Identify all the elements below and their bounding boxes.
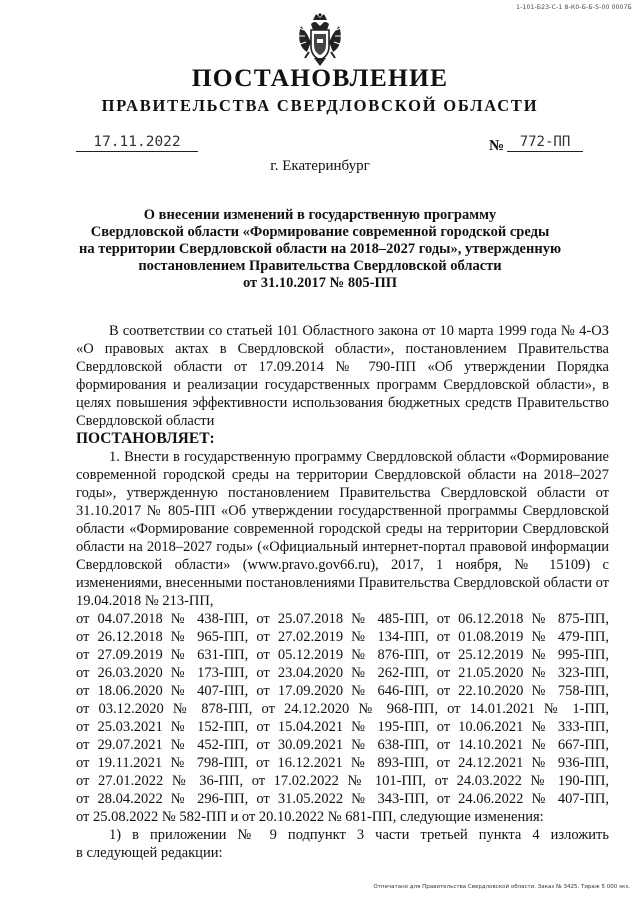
document-type-title: ПОСТАНОВЛЕНИЕ xyxy=(191,63,449,92)
heading-line: О внесении изменений в государственную программу xyxy=(143,207,497,223)
amendment-line: от 29.07.2021 № 452-ПП, от 30.09.2021 № 638-ПП, от 14.10.2021 № 667-ПП, xyxy=(76,737,609,753)
heading-line: постановлением Правительства Свердловской области xyxy=(138,258,502,274)
document-heading xyxy=(70,207,570,292)
amendment-line: от 19.11.2021 № 798-ПП, от 16.12.2021 № 893-ПП, от 24.12.2021 № 936-ПП, xyxy=(76,755,609,771)
registration-number: 772-ПП xyxy=(507,134,583,152)
amendment-line: от 25.03.2021 № 152-ПП, от 15.04.2021 № 195-ПП, от 10.06.2021 № 333-ПП, xyxy=(76,719,609,735)
amendment-line: от 26.12.2018 № 965-ПП, от 27.02.2019 № 134-ПП, от 01.08.2019 № 479-ПП, xyxy=(76,629,609,645)
amendment-line: от 25.08.2022 № 582-ПП и от 20.10.2022 № 681-ПП, следующие изменения: xyxy=(76,809,544,825)
print-footnote: Отпечатано для Правительства Свердловской области. Заказ № 3425. Тираж 5 000 экз. xyxy=(373,884,630,890)
heading-line: на территории Свердловской области на 2018–2027 годы», утвержденную xyxy=(78,241,562,257)
preamble-paragraph: В соответствии со статьей 101 Областного закона от 10 марта 1999 года № 4-ОЗ «О правовых актах в Свердловской области», постановлением Правительства Свердловской области от 17.09.2014 № 790-ПП «Об утверждении Порядка формирования и реализации государственных программ Свердловской области», в целях повышения эффективности использования бюджетных средств Правительство Свердловской области xyxy=(76,323,609,429)
amendment-line: от 03.12.2020 № 878-ПП, от 24.12.2020 № 968-ПП, от 14.01.2021 № 1-ПП, xyxy=(76,701,609,717)
heading-line: Свердловской области «Формирование современной городской среды xyxy=(90,224,550,240)
subitem-1-line: в следующей редакции: xyxy=(76,845,223,861)
amendment-list xyxy=(76,610,609,826)
item-1-paragraph: 1. Внести в государственную программу Свердловской области «Формирование современной городской среды на территории Свердловской области на 2018–2027 годы», утвержденную постановлением Правительства Свердловской области от 31.10.2017 № 805-ПП «Об утверждении государственной программы Свердловской области «Формирование современной городской среды на территории Свердловской области на 2018–2027 годы» («Официальный интернет-портал правовой информации Свердловской области» (www.pravo.gov66.ru), 2017, 1 ноября, № 15109) с изменениями, внесенными постановлениями Правительства Свердловской области от 19.04.2018 № 213-ПП, xyxy=(76,449,609,609)
issuing-authority: ПРАВИТЕЛЬСТВА СВЕРДЛОВСКОЙ ОБЛАСТИ xyxy=(101,96,539,115)
amendment-line: от 27.09.2019 № 631-ПП, от 05.12.2019 № 876-ПП, от 25.12.2019 № 995-ПП, xyxy=(76,647,609,663)
amendment-line: от 28.04.2022 № 296-ПП, от 31.05.2022 № 343-ПП, от 24.06.2022 № 407-ПП, xyxy=(76,791,609,807)
document-body xyxy=(76,322,609,862)
amendment-line: от 18.06.2020 № 407-ПП, от 17.09.2020 № 646-ПП, от 22.10.2020 № 758-ПП, xyxy=(76,683,609,699)
amendment-line: от 27.01.2022 № 36-ПП, от 17.02.2022 № 101-ПП, от 24.03.2022 № 190-ПП, xyxy=(76,773,609,789)
subitem-1-line: 1) в приложении № 9 подпункт 3 части третьей пункта 4 изложить xyxy=(109,827,609,843)
amendment-line: от 04.07.2018 № 438-ПП, от 25.07.2018 № 485-ПП, от 06.12.2018 № 875-ПП, xyxy=(76,611,609,627)
registration-number-label: № xyxy=(489,138,505,154)
amendment-line: от 26.03.2020 № 173-ПП, от 23.04.2020 № 262-ПП, от 21.05.2020 № 323-ПП, xyxy=(76,665,609,681)
heading-line: от 31.10.2017 № 805-ПП xyxy=(242,275,397,291)
issue-city: г. Екатеринбург xyxy=(270,158,370,174)
document-barcode-id: 1-101-Б23-С-1 8-К0-Б-Б-5-00 0007Б xyxy=(516,4,632,11)
coat-of-arms-icon xyxy=(297,12,343,68)
decree-word: ПОСТАНОВЛЯЕТ: xyxy=(76,430,215,447)
registration-date: 17.11.2022 xyxy=(76,134,198,152)
